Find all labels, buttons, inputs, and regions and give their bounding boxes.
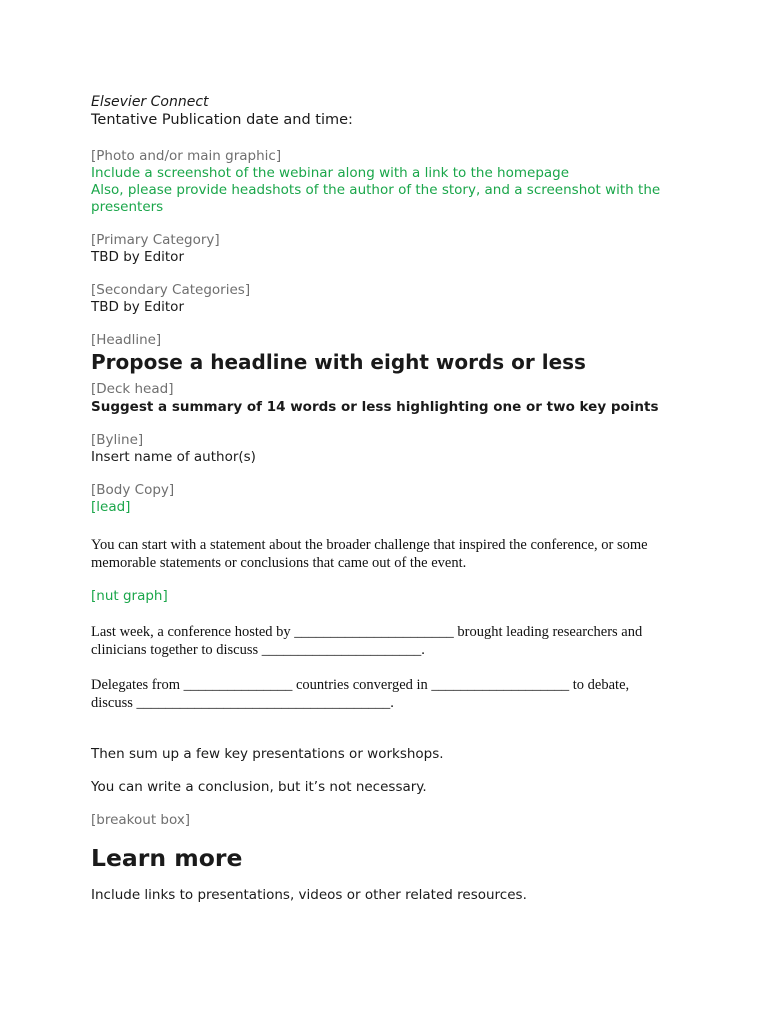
breakout-box-label: [breakout box] bbox=[91, 812, 191, 828]
secondary-category-value: TBD by Editor bbox=[91, 299, 184, 315]
lead-paragraph-line-1: You can start with a statement about the broader challenge that inspired the conference, or some bbox=[91, 537, 648, 553]
document-page bbox=[91, 93, 691, 904]
deck-head-label: [Deck head] bbox=[91, 381, 174, 397]
lead-paragraph-line-2: memorable statements or conclusions that came out of the event. bbox=[91, 555, 467, 571]
primary-category-value: TBD by Editor bbox=[91, 249, 184, 265]
lead-label: [lead] bbox=[91, 499, 131, 515]
photo-label: [Photo and/or main graphic] bbox=[91, 148, 282, 164]
byline-text: Insert name of author(s) bbox=[91, 449, 256, 465]
publication-name: Elsevier Connect bbox=[91, 94, 209, 110]
nut-paragraph-1-line-1: Last week, a conference hosted by ______________________ brought leading researchers and bbox=[91, 624, 643, 640]
nut-paragraph-2-line-1: Delegates from _______________ countries converged in ___________________ to debate, bbox=[91, 677, 630, 693]
learn-more-text: Include links to presentations, videos or other related resources. bbox=[91, 887, 527, 903]
secondary-category-label: [Secondary Categories] bbox=[91, 282, 251, 298]
conclusion-text: You can write a conclusion, but it’s not necessary. bbox=[91, 779, 427, 795]
primary-category-label: [Primary Category] bbox=[91, 232, 220, 248]
nut-graph-label: [nut graph] bbox=[91, 588, 168, 604]
deck-head-text: Suggest a summary of 14 words or less highlighting one or two key points bbox=[91, 399, 659, 415]
photo-instruction-1: Include a screenshot of the webinar along with a link to the homepage bbox=[91, 165, 570, 181]
learn-more-heading: Learn more bbox=[91, 844, 243, 872]
photo-instruction-2: Also, please provide headshots of the author of the story, and a screenshot with the bbox=[91, 182, 661, 198]
tentative-publication-date: Tentative Publication date and time: bbox=[91, 112, 353, 128]
body-copy-label: [Body Copy] bbox=[91, 482, 175, 498]
byline-label: [Byline] bbox=[91, 432, 144, 448]
nut-paragraph-2-line-2: discuss ___________________________________. bbox=[91, 695, 394, 711]
sum-up-text: Then sum up a few key presentations or workshops. bbox=[91, 746, 444, 762]
photo-instruction-2-cont: presenters bbox=[91, 199, 164, 215]
headline-label: [Headline] bbox=[91, 332, 162, 348]
headline-text: Propose a headline with eight words or less bbox=[91, 350, 586, 374]
nut-paragraph-1-line-2: clinicians together to discuss ______________________. bbox=[91, 642, 425, 658]
